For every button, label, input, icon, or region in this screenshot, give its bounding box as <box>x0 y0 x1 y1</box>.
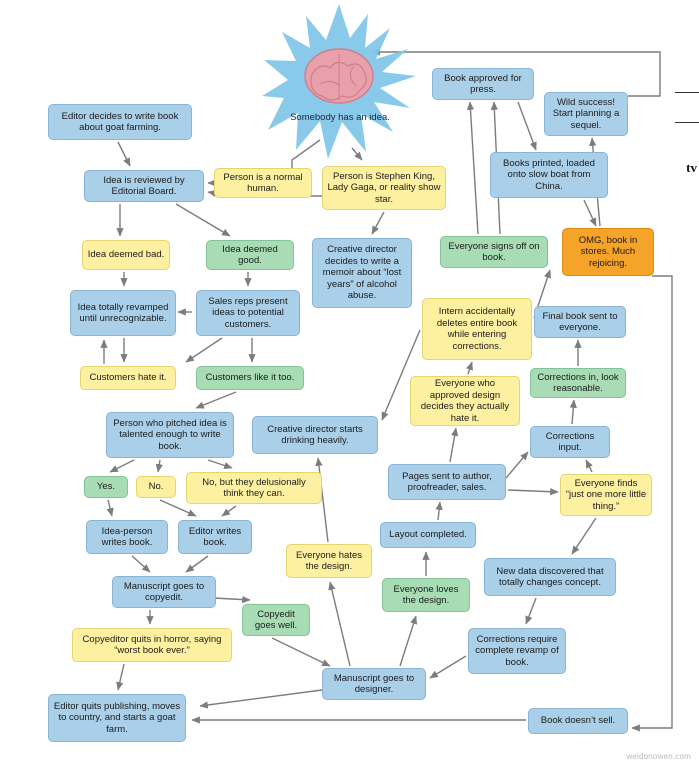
watermark: weldonowen.com <box>626 752 691 761</box>
flow-node: Intern accidentally deletes entire book while entering corrections. <box>422 298 532 360</box>
flow-node: Book doesn’t sell. <box>528 708 628 734</box>
flow-node: Final book sent to everyone. <box>534 306 626 338</box>
flow-node: Customers hate it. <box>80 366 176 390</box>
flow-node: No. <box>136 476 176 498</box>
flow-node: Idea is reviewed by Editorial Board. <box>84 170 204 202</box>
flow-node: Copyeditor quits in horror, saying “worst book ever.” <box>72 628 232 662</box>
flow-node: Idea deemed bad. <box>82 240 170 270</box>
flow-node: Editor writes book. <box>178 520 252 554</box>
flow-node: Editor decides to write book about goat farming. <box>48 104 192 140</box>
flow-node: Manuscript goes to copyedit. <box>112 576 216 608</box>
flow-node: Customers like it too. <box>196 366 304 390</box>
flow-node: Manuscript goes to designer. <box>322 668 426 700</box>
idea-starburst <box>262 4 416 159</box>
flow-node: No, but they delusionally think they can. <box>186 472 322 504</box>
flow-node: Layout completed. <box>380 522 476 548</box>
page-fragment-text: tv <box>686 160 697 175</box>
flow-node: Person is Stephen King, Lady Gaga, or reality show star. <box>322 166 446 210</box>
flow-node: Everyone finds “just one more little thing.” <box>560 474 652 516</box>
flow-node: Corrections in, look reasonable. <box>530 368 626 398</box>
flow-node: New data discovered that totally changes concept. <box>484 558 616 596</box>
flow-node: Creative director decides to write a memoir about “lost years” of alcohol abuse. <box>312 238 412 308</box>
page-fragment-line-bottom <box>675 122 699 123</box>
idea-label: Somebody has an idea. <box>290 112 390 123</box>
flow-node: Wild success! Start planning a sequel. <box>544 92 628 136</box>
flow-node: Everyone hates the design. <box>286 544 372 578</box>
flow-node: Person is a normal human. <box>214 168 312 198</box>
page-fragment-line-top <box>675 92 699 93</box>
flow-node: Pages sent to author, proofreader, sales. <box>388 464 506 500</box>
flow-node: OMG, book in stores. Much rejoicing. <box>562 228 654 276</box>
flow-node: Everyone loves the design. <box>382 578 470 612</box>
flow-node: Sales reps present ideas to potential customers. <box>196 290 300 336</box>
flow-node: Person who pitched idea is talented enough to write book. <box>106 412 234 458</box>
flow-node: Idea-person writes book. <box>86 520 168 554</box>
flow-node: Everyone signs off on book. <box>440 236 548 268</box>
flow-node: Editor quits publishing, moves to country, and starts a goat farm. <box>48 694 186 742</box>
flow-node: Copyedit goes well. <box>242 604 310 636</box>
flow-node: Books printed, loaded onto slow boat from China. <box>490 152 608 198</box>
flow-node: Everyone who approved design decides they actually hate it. <box>410 376 520 426</box>
flow-node: Corrections require complete revamp of book. <box>468 628 566 674</box>
flow-node: Book approved for press. <box>432 68 534 100</box>
flow-node: Yes. <box>84 476 128 498</box>
flow-node: Idea deemed good. <box>206 240 294 270</box>
flow-node: Corrections input. <box>530 426 610 458</box>
flow-node: Idea totally revamped until unrecognizable. <box>70 290 176 336</box>
flow-node: Creative director starts drinking heavily. <box>252 416 378 454</box>
